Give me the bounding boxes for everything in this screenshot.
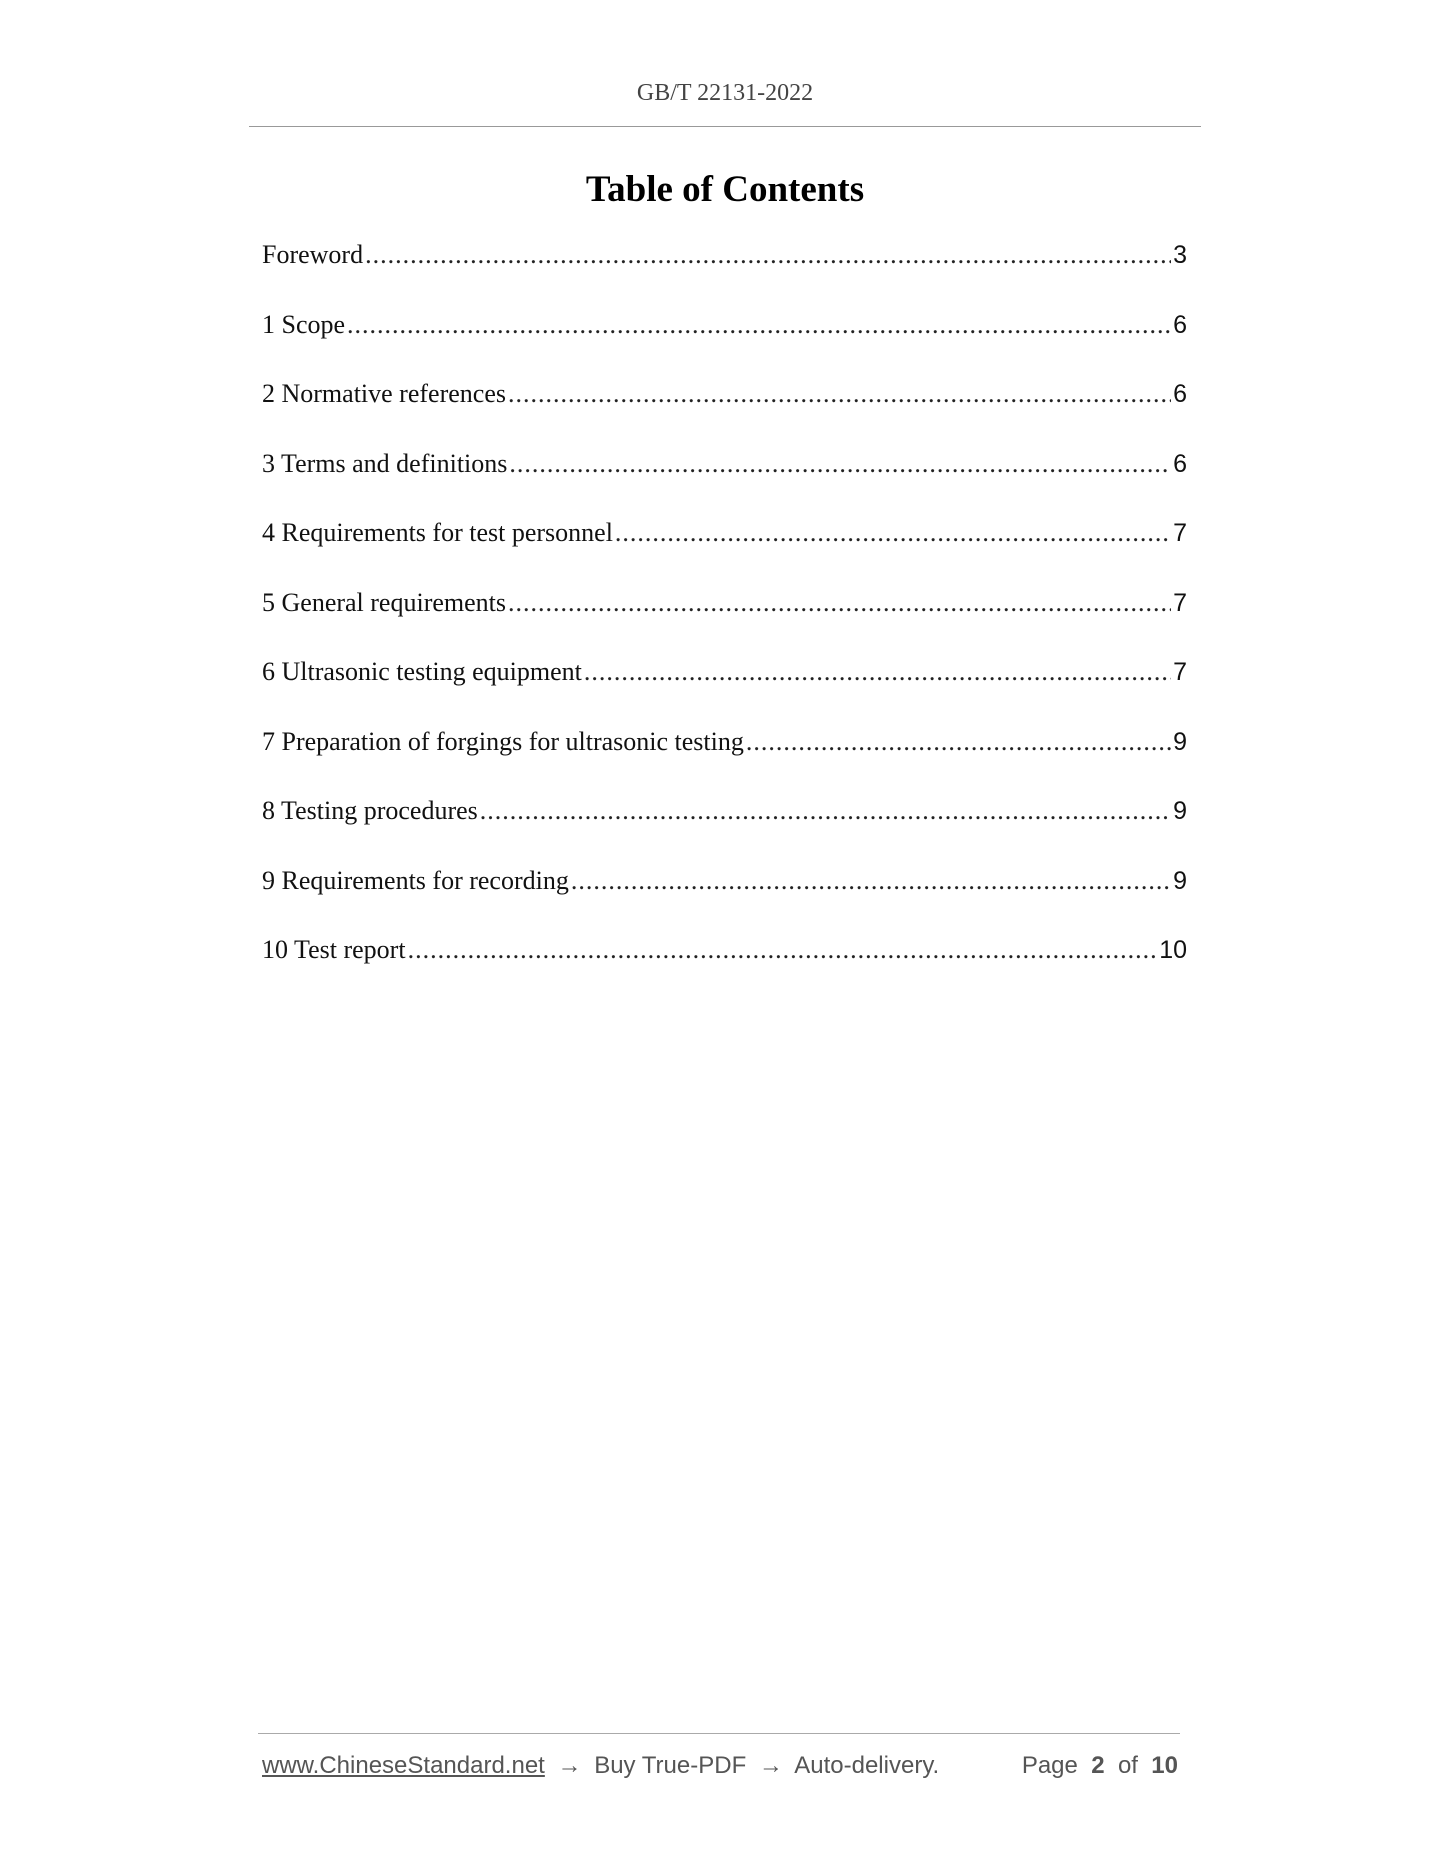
toc-entry-page: 6 [1173,449,1187,478]
toc-entry-label: 7 Preparation of forgings for ultrasonic testing [262,726,744,756]
dot-leader [408,935,1158,965]
toc-entry-page: 6 [1173,310,1187,339]
dot-leader [365,240,1171,270]
toc-entry-page: 10 [1159,936,1187,964]
page-word: Page [1021,1752,1078,1779]
toc-entry-page: 6 [1173,380,1187,408]
toc-entry-page: 3 [1173,241,1187,269]
dot-leader [615,518,1171,548]
toc-entry-page: 9 [1173,727,1187,756]
toc-entry-label: Foreword [262,240,364,269]
dot-leader [746,727,1171,757]
toc-entry-test-personnel[interactable] [262,518,1187,588]
toc-entry-page: 9 [1173,797,1187,825]
toc-entry-page: 7 [1173,588,1187,617]
page-footer [262,1752,1182,1780]
toc-entry-label: 4 Requirements for test personnel [262,518,613,547]
toc-entry-label: 9 Requirements for recording [262,865,569,895]
dot-leader [508,588,1171,618]
toc-entry-label: 5 General requirements [262,587,507,617]
toc-entry-label: 1 Scope [262,309,346,339]
toc-entry-preparation-of-forgings[interactable] [262,727,1187,797]
dot-leader [509,449,1171,479]
running-header: GB/T 22131-2022 [636,80,814,106]
total-pages-number: 10 [1151,1752,1178,1779]
auto-delivery-text: Auto-delivery. [794,1752,940,1779]
toc-entry-page: 7 [1173,658,1187,686]
toc-entry-foreword[interactable] [262,240,1187,310]
dot-leader [480,796,1171,826]
dot-leader [584,657,1171,687]
page-number-indicator [1022,1752,1178,1780]
toc-entry-terms-and-definitions[interactable] [262,449,1187,519]
toc-list [262,240,1187,1005]
arrow-right-icon: → [557,1752,582,1779]
toc-entry-page: 9 [1173,866,1187,895]
buy-true-pdf-text: Buy True-PDF [594,1752,747,1779]
toc-entry-test-report[interactable] [262,935,1187,1005]
toc-entry-requirements-for-recording[interactable] [262,866,1187,936]
dot-leader [508,379,1171,409]
arrow-right-icon: → [758,1752,783,1779]
toc-entry-testing-equipment[interactable] [262,657,1187,727]
toc-entry-label: 3 Terms and definitions [262,448,508,478]
toc-entry-label: 6 Ultrasonic testing equipment [262,657,582,686]
footer-divider [258,1733,1180,1734]
toc-entry-normative-references[interactable] [262,379,1187,449]
toc-entry-testing-procedures[interactable] [262,796,1187,866]
toc-entry-label: 10 Test report [262,935,406,964]
toc-entry-label: 2 Normative references [262,379,506,408]
current-page-number: 2 [1091,1752,1105,1779]
dot-leader [347,310,1171,340]
of-word: of [1117,1752,1138,1779]
header-divider [249,126,1201,127]
toc-entry-scope[interactable] [262,310,1187,380]
dot-leader [571,866,1171,896]
toc-title: Table of Contents [585,169,865,210]
toc-entry-general-requirements[interactable] [262,588,1187,658]
site-link[interactable]: www.ChineseStandard.net [262,1752,545,1779]
toc-entry-label: 8 Testing procedures [262,796,478,825]
toc-entry-page: 7 [1173,519,1187,547]
